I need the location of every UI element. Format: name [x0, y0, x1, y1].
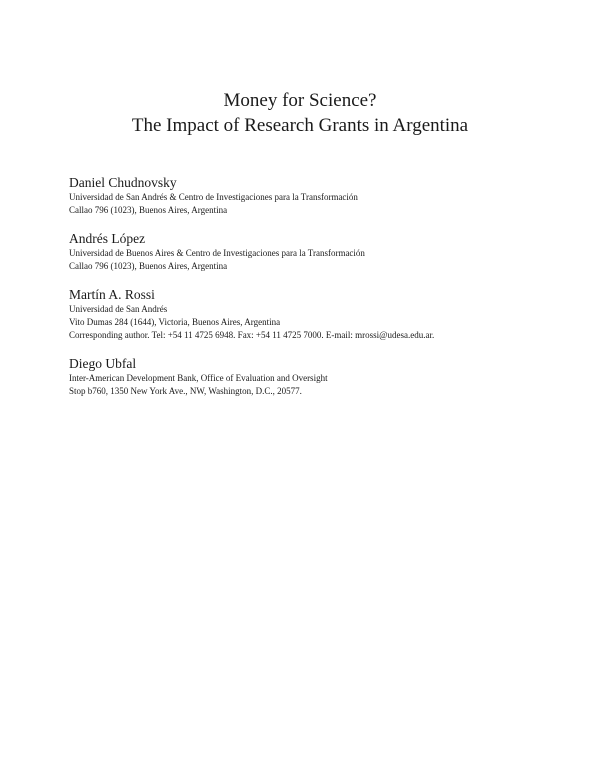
author-address: Callao 796 (1023), Buenos Aires, Argentina	[69, 204, 228, 215]
author-name: Andrés López	[69, 231, 146, 247]
title-line-2: The Impact of Research Grants in Argentina	[131, 115, 469, 136]
author-affiliation: Inter-American Development Bank, Office of Evaluation and Oversight	[69, 373, 328, 384]
author-affiliation: Universidad de San Andrés & Centro de Investigaciones para la Transformación	[69, 192, 358, 202]
author-block	[69, 286, 579, 341]
author-list	[69, 174, 579, 411]
author-affiliation: Universidad de Buenos Aires & Centro de Investigaciones para la Transformación	[69, 248, 365, 259]
title-line-1: Money for Science?	[223, 90, 377, 111]
author-name: Daniel Chudnovsky	[69, 175, 177, 190]
author-block	[69, 230, 579, 272]
author-address: Stop b760, 1350 New York Ave., NW, Washington, D.C., 20577.	[69, 385, 302, 396]
author-block	[69, 174, 579, 216]
author-name: Martín A. Rossi	[69, 287, 155, 303]
author-name: Diego Ubfal	[69, 356, 137, 372]
author-address: Vito Dumas 284 (1644), Victoria, Buenos Aires, Argentina	[69, 316, 281, 327]
author-contact: Corresponding author. Tel: +54 11 4725 6948. Fax: +54 11 4725 7000. E-mail: mrossi@udesa.edu.ar.	[69, 329, 435, 340]
author-affiliation: Universidad de San Andrés	[69, 304, 168, 315]
paper-title	[0, 88, 600, 138]
author-address: Callao 796 (1023), Buenos Aires, Argentina	[69, 260, 228, 271]
author-block	[69, 355, 579, 397]
